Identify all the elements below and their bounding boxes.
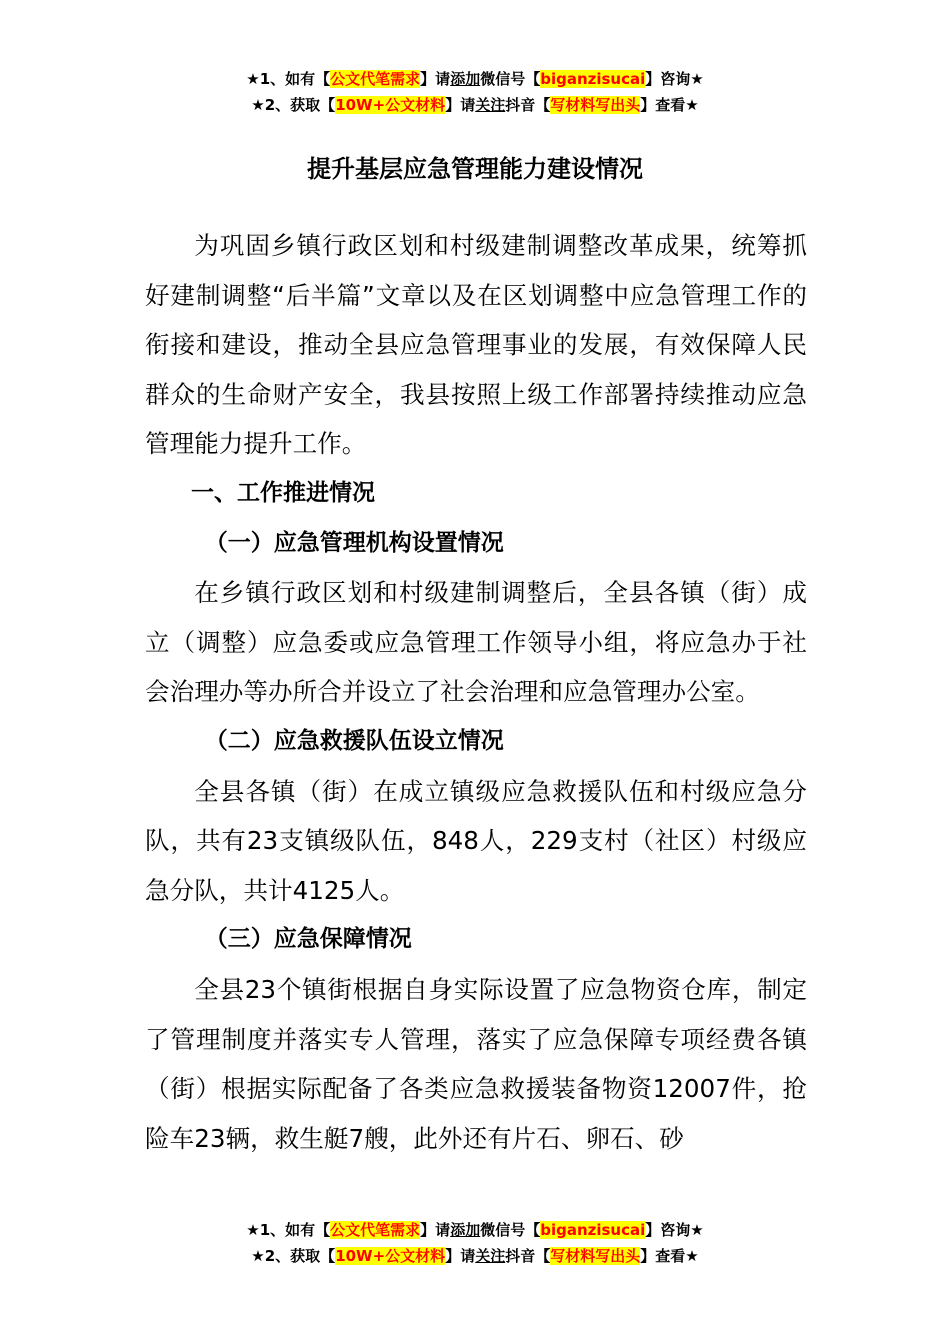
document-title: 提升基层应急管理能力建设情况 <box>307 155 643 183</box>
promo-highlight: 公文代笔需求 <box>330 1221 421 1239</box>
promo-banner-top <box>0 66 950 118</box>
promo-highlight: biganzisucai <box>540 1221 646 1239</box>
promo-banner-bottom <box>0 1217 950 1269</box>
body-paragraph: 全县各镇（街）在成立镇级应急救援队伍和村级应急分队，共有23支镇级队伍，848人，229支村（社区）村级应急分队，共计4125人。 <box>145 776 807 905</box>
promo-highlight: 公文代笔需求 <box>330 70 421 88</box>
promo-line-1: ★1、如有【公文代笔需求】请添加微信号【biganzisucai】咨询★ <box>246 70 704 88</box>
promo-line-2: ★2、获取【10W+公文材料】请关注抖音【写材料写出头】查看★ <box>251 96 699 114</box>
body-paragraph: 全县23个镇街根据自身实际设置了应急物资仓库，制定了管理制度并落实专人管理，落实了应急保障专项经费各镇（街）根据实际配备了各类应急救援装备物资12007件，抢险车23辆，救生艇7艘，此外还有片石、卵石、砂 <box>145 974 807 1153</box>
promo-highlight: 写材料写出头 <box>550 1247 641 1265</box>
document-body <box>145 221 807 1163</box>
promo-highlight: 10W+公文材料 <box>335 1247 446 1265</box>
subsection-heading: （一）应急管理机构设置情况 <box>204 529 504 556</box>
promo-highlight: 10W+公文材料 <box>335 96 446 114</box>
subsection-heading: （三）应急保障情况 <box>204 926 412 953</box>
section-heading: 一、工作推进情况 <box>191 479 375 506</box>
promo-line-1: ★1、如有【公文代笔需求】请添加微信号【biganzisucai】咨询★ <box>246 1221 704 1239</box>
intro-paragraph: 为巩固乡镇行政区划和村级建制调整改革成果，统筹抓好建制调整“后半篇”文章以及在区划调整中应急管理工作的衔接和建设，推动全县应急管理事业的发展，有效保障人民群众的生命财产安全，我县按照上级工作部署持续推动应急管理能力提升工作。 <box>145 231 807 459</box>
body-paragraph: 在乡镇行政区划和村级建制调整后，全县各镇（街）成立（调整）应急委或应急管理工作领导小组，将应急办于社会治理办等办所合并设立了社会治理和应急管理办公室。 <box>145 578 807 707</box>
promo-highlight: biganzisucai <box>540 70 646 88</box>
subsection-heading: （二）应急救援队伍设立情况 <box>204 727 504 754</box>
promo-line-2: ★2、获取【10W+公文材料】请关注抖音【写材料写出头】查看★ <box>251 1247 699 1265</box>
promo-highlight: 写材料写出头 <box>550 96 641 114</box>
